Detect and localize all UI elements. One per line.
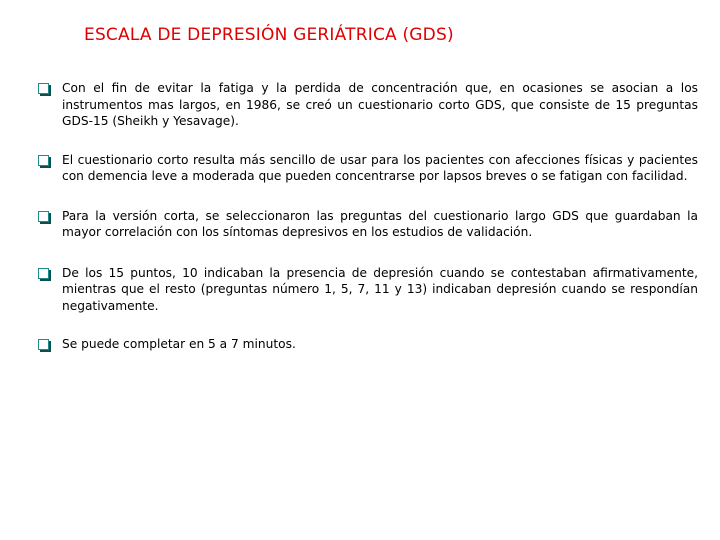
bullet-item (38, 208, 698, 241)
bullet-item (38, 336, 698, 353)
bullet-text: Con el fin de evitar la fatiga y la perdida de concentración que, en ocasiones se asocian a los instrumentos mas largos, en 1986, se creó un cuestionario corto GDS, que consiste de 15 preguntas GDS-15 (Sheikh y Yesavage). (62, 81, 698, 128)
checkbox-bullet-icon (38, 268, 49, 279)
bullet-text: De los 15 puntos, 10 indicaban la presencia de depresión cuando se contestaban afirmativamente, mientras que el resto (preguntas número 1, 5, 7, 11 y 13) indicaban depresión cuando se respondían negativamente. (62, 265, 698, 313)
bullet-list (38, 80, 698, 377)
checkbox-bullet-icon (38, 83, 49, 94)
bullet-text: Se puede completar en 5 a 7 minutos. (62, 337, 296, 351)
slide-title: ESCALA DE DEPRESIÓN GERIÁTRICA (GDS) (84, 25, 454, 45)
bullet-text: El cuestionario corto resulta más sencillo de usar para los pacientes con afecciones físicas y pacientes con demencia leve a moderada que pueden concentrarse por lapsos breves o se fatigan con facilidad. (62, 152, 698, 183)
checkbox-bullet-icon (38, 211, 49, 222)
checkbox-bullet-icon (38, 155, 49, 166)
bullet-item (38, 80, 698, 130)
bullet-text: Para la versión corta, se seleccionaron las preguntas del cuestionario largo GDS que guardaban la mayor correlación con los síntomas depresivos en los estudios de validación. (62, 208, 698, 239)
bullet-item (38, 265, 698, 315)
bullet-item (38, 152, 698, 185)
checkbox-bullet-icon (38, 339, 49, 350)
